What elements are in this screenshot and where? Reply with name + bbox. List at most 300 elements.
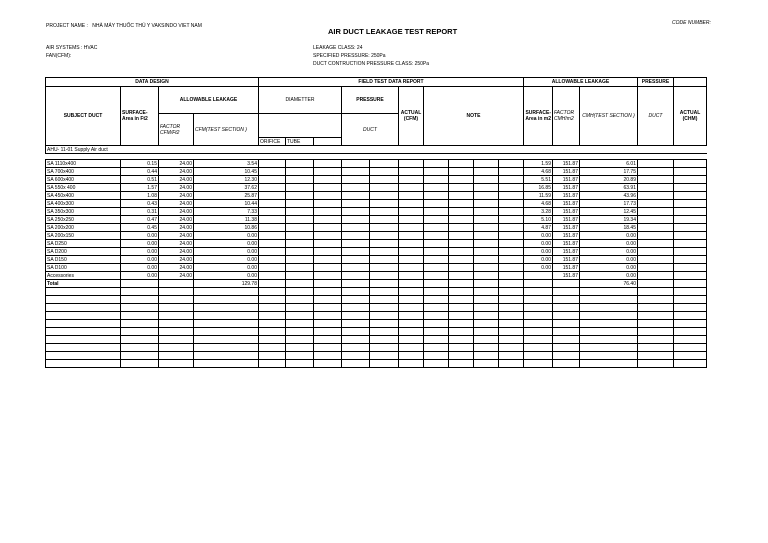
empty-cell: [121, 288, 159, 296]
empty-cell: [342, 272, 370, 280]
duct-name: SA 1110x400: [46, 160, 121, 168]
area-ft2: 0.47: [121, 216, 159, 224]
air-systems: AIR SYSTEMS : HVAC: [46, 45, 98, 51]
empty-cell: [553, 320, 580, 328]
duct-name: SA 350x300: [46, 208, 121, 216]
empty-cell: [399, 336, 424, 344]
empty-cell: [524, 296, 553, 304]
empty-cell: [399, 328, 424, 336]
empty-cell: [424, 160, 449, 168]
empty-cell: [638, 232, 674, 240]
empty-cell: [553, 328, 580, 336]
empty-cell: [399, 312, 424, 320]
empty-cell: [314, 248, 342, 256]
empty-cell: [399, 272, 424, 280]
empty-cell: [370, 272, 399, 280]
empty-cell: [259, 160, 286, 168]
empty-cell: [370, 216, 399, 224]
area-ft2: 0.00: [121, 256, 159, 264]
empty-cell: [314, 200, 342, 208]
empty-cell: [638, 248, 674, 256]
empty-cell: [399, 208, 424, 216]
factor-cfm-ft2: 24.00: [159, 256, 194, 264]
empty-cell: [474, 208, 499, 216]
area-m2: 3.28: [524, 208, 553, 216]
empty-cell: [499, 360, 524, 368]
orifice-header: ORIFICE: [259, 138, 286, 146]
empty-cell: [342, 168, 370, 176]
empty-cell: [370, 288, 399, 296]
cmh-test-section: 0.00: [580, 272, 638, 280]
factor-cmh-m2: 151.87: [553, 248, 580, 256]
factor-cfm-ft2-header: FACTOR CFM/Ft2: [159, 114, 194, 146]
empty-cell: [474, 224, 499, 232]
empty-cell: [314, 208, 342, 216]
empty-cell: [286, 224, 314, 232]
area-m2: 16.85: [524, 184, 553, 192]
empty-cell: [314, 352, 342, 360]
factor-cfm-ft2: 24.00: [159, 200, 194, 208]
empty-cell: [399, 280, 424, 288]
empty-cell: [424, 208, 449, 216]
empty-cell: [449, 280, 474, 288]
empty-row: [46, 296, 707, 304]
empty-cell: [259, 184, 286, 192]
header-row-groups: [46, 78, 707, 87]
factor-cmh-m2: 151.87: [553, 256, 580, 264]
empty-cell: [424, 280, 449, 288]
table-row: [46, 216, 707, 224]
empty-cell: [194, 360, 259, 368]
duct-right-header: DUCT: [638, 87, 674, 146]
empty-cell: [674, 280, 707, 288]
empty-cell: [580, 304, 638, 312]
data-design-header: DATA DESIGN: [46, 78, 259, 87]
cmh-test-section: 0.00: [580, 232, 638, 240]
empty-cell: [638, 184, 674, 192]
empty-cell: [449, 328, 474, 336]
empty-cell: [259, 192, 286, 200]
empty-cell: [399, 304, 424, 312]
empty-row: [46, 344, 707, 352]
empty-cell: [638, 200, 674, 208]
cfm-test-section: 0.00: [194, 264, 259, 272]
empty-cell: [194, 288, 259, 296]
empty-cell: [342, 288, 370, 296]
empty-cell: [370, 184, 399, 192]
empty-cell: [499, 304, 524, 312]
fan-cfm: FAN(CFM):: [46, 53, 72, 59]
empty-cell: [370, 208, 399, 216]
empty-cell: [499, 328, 524, 336]
cfm-test-section: 0.00: [194, 256, 259, 264]
empty-cell: [580, 352, 638, 360]
empty-cell: [474, 352, 499, 360]
empty-cell: [674, 256, 707, 264]
cmh-test-section: 43.96: [580, 192, 638, 200]
empty-cell: [46, 320, 121, 328]
empty-cell: [449, 160, 474, 168]
duct-name: SA D200: [46, 248, 121, 256]
table-row: [46, 256, 707, 264]
cmh-test-section: 0.00: [580, 256, 638, 264]
cmh-test-section: 18.45: [580, 224, 638, 232]
project-label: [46, 23, 202, 29]
factor-cfm-ft2: 24.00: [159, 216, 194, 224]
empty-cell: [286, 272, 314, 280]
cmh-test-section: 12.45: [580, 208, 638, 216]
factor-cmh-m2: 151.87: [553, 200, 580, 208]
report-title: AIR DUCT LEAKAGE TEST REPORT: [328, 27, 458, 36]
area-m2: 0.00: [524, 256, 553, 264]
empty-cell: [314, 160, 342, 168]
duct-name: SA 400x300: [46, 200, 121, 208]
leakage-test-table: [45, 77, 707, 154]
empty-cell: [580, 344, 638, 352]
empty-cell: [638, 304, 674, 312]
empty-cell: [474, 168, 499, 176]
empty-cell: [286, 200, 314, 208]
leakage-class: LEAKAGE CLASS: 24: [313, 45, 363, 51]
table-row: [46, 240, 707, 248]
actual-chm-header: ACTUAL (CHM): [674, 87, 707, 146]
empty-cell: [474, 176, 499, 184]
empty-row: [46, 304, 707, 312]
empty-cell: [314, 256, 342, 264]
empty-cell: [370, 232, 399, 240]
total-row: [46, 280, 707, 288]
factor-cmh-m2-header: FACTOR CMH/m2: [553, 87, 580, 146]
empty-cell: [370, 304, 399, 312]
empty-cell: [474, 232, 499, 240]
empty-cell: [259, 312, 286, 320]
empty-cell: [424, 344, 449, 352]
empty-cell: [674, 352, 707, 360]
empty-cell: [286, 160, 314, 168]
empty-cell: [424, 360, 449, 368]
area-m2: 5.10: [524, 216, 553, 224]
field-test-header: FIELD TEST DATA REPORT: [259, 78, 524, 87]
empty-cell: [342, 304, 370, 312]
empty-cell: [194, 296, 259, 304]
duct-name: SA 600x400: [46, 176, 121, 184]
empty-cell: [286, 344, 314, 352]
actual-cfm-header: ACTUAL (CFM): [399, 87, 424, 146]
table-row: [46, 192, 707, 200]
empty-cell: [314, 176, 342, 184]
factor-cmh-m2: 151.87: [553, 232, 580, 240]
empty-cell: [638, 288, 674, 296]
empty-cell: [314, 232, 342, 240]
empty-cell: [314, 272, 342, 280]
empty-cell: [121, 280, 159, 288]
empty-cell: [314, 168, 342, 176]
empty-cell: [194, 336, 259, 344]
empty-cell: [259, 224, 286, 232]
empty-cell: [370, 248, 399, 256]
empty-cell: [638, 216, 674, 224]
empty-cell: [638, 280, 674, 288]
factor-cmh-m2: 151.87: [553, 160, 580, 168]
empty-cell: [638, 272, 674, 280]
factor-cfm-ft2: 24.00: [159, 240, 194, 248]
empty-cell: [449, 264, 474, 272]
empty-cell: [674, 200, 707, 208]
factor-cfm-ft2: 24.00: [159, 208, 194, 216]
empty-cell: [370, 224, 399, 232]
total-label: Total: [46, 280, 121, 288]
empty-cell: [638, 208, 674, 216]
cfm-test-section: 10.86: [194, 224, 259, 232]
empty-cell: [499, 168, 524, 176]
empty-cell: [638, 360, 674, 368]
empty-cell: [342, 160, 370, 168]
empty-cell: [499, 224, 524, 232]
empty-cell: [194, 328, 259, 336]
empty-cell: [259, 240, 286, 248]
empty-cell: [499, 176, 524, 184]
empty-row: [46, 320, 707, 328]
empty-cell: [342, 208, 370, 216]
allowable-leakage-header: ALLOWABLE LEAKAGE: [159, 87, 259, 114]
table-row: [46, 208, 707, 216]
factor-cmh-m2: 151.87: [553, 184, 580, 192]
duct-name: SA 250x250: [46, 216, 121, 224]
empty-cell: [449, 184, 474, 192]
empty-cell: [399, 232, 424, 240]
empty-cell: [342, 232, 370, 240]
duct-name: SA 450x400: [46, 192, 121, 200]
empty-cell: [580, 360, 638, 368]
tube-header: TUBE: [286, 138, 314, 146]
diameter-header: DIAMETTER: [259, 87, 342, 114]
empty-cell: [474, 360, 499, 368]
empty-cell: [342, 184, 370, 192]
empty-cell: [121, 312, 159, 320]
empty-cell: [342, 264, 370, 272]
table-row: [46, 224, 707, 232]
empty-cell: [524, 344, 553, 352]
empty-cell: [194, 320, 259, 328]
empty-cell: [46, 288, 121, 296]
empty-cell: [580, 336, 638, 344]
empty-cell: [474, 336, 499, 344]
area-ft2: 1.57: [121, 184, 159, 192]
empty-cell: [553, 336, 580, 344]
empty-cell: [553, 360, 580, 368]
cmh-test-section: 63.91: [580, 184, 638, 192]
empty-cell: [449, 200, 474, 208]
empty-cell: [259, 264, 286, 272]
duct-name: SA D150: [46, 256, 121, 264]
empty-cell: [259, 208, 286, 216]
empty-cell: [46, 360, 121, 368]
total-cfm: 129.78: [194, 280, 259, 288]
empty-cell: [424, 296, 449, 304]
empty-cell: [474, 216, 499, 224]
empty-cell: [474, 200, 499, 208]
empty-cell: [499, 272, 524, 280]
empty-cell: [259, 168, 286, 176]
factor-cfm-ft2: 24.00: [159, 192, 194, 200]
empty-cell: [674, 344, 707, 352]
empty-cell: [399, 256, 424, 264]
empty-cell: [424, 328, 449, 336]
empty-cell: [259, 288, 286, 296]
group-label: AHU- 11-01 Supply Air duct: [46, 146, 707, 154]
empty-cell: [638, 328, 674, 336]
factor-cmh-m2: 151.87: [553, 224, 580, 232]
empty-cell: [370, 344, 399, 352]
area-m2: 0.00: [524, 232, 553, 240]
empty-cell: [314, 296, 342, 304]
empty-cell: [499, 320, 524, 328]
cfm-test-section: 0.00: [194, 272, 259, 280]
empty-cell: [674, 224, 707, 232]
empty-cell: [499, 264, 524, 272]
empty-cell: [499, 296, 524, 304]
area-ft2: 0.00: [121, 240, 159, 248]
cfm-test-section: 10.45: [194, 168, 259, 176]
factor-cfm-ft2: 24.00: [159, 184, 194, 192]
empty-cell: [674, 312, 707, 320]
empty-cell: [524, 328, 553, 336]
area-m2: 5.51: [524, 176, 553, 184]
empty-cell: [342, 312, 370, 320]
empty-cell: [449, 272, 474, 280]
cfm-test-section: 0.00: [194, 248, 259, 256]
empty-cell: [638, 168, 674, 176]
empty-cell: [399, 248, 424, 256]
empty-cell: [259, 176, 286, 184]
empty-cell: [121, 336, 159, 344]
empty-cell: [449, 296, 474, 304]
factor-cmh-m2: 151.87: [553, 168, 580, 176]
empty-cell: [674, 328, 707, 336]
note-header: NOTE: [424, 87, 524, 146]
empty-cell: [259, 200, 286, 208]
empty-cell: [424, 168, 449, 176]
empty-cell: [46, 296, 121, 304]
empty-cell: [474, 344, 499, 352]
area-m2: 4.68: [524, 200, 553, 208]
empty-cell: [342, 240, 370, 248]
duct-name: SA 550x 400: [46, 184, 121, 192]
empty-cell: [370, 160, 399, 168]
empty-cell: [159, 304, 194, 312]
cmh-test-section: 0.00: [580, 240, 638, 248]
empty-cell: [259, 328, 286, 336]
factor-cfm-ft2: 24.00: [159, 272, 194, 280]
area-m2: 1.59: [524, 160, 553, 168]
empty-cell: [370, 192, 399, 200]
empty-cell: [474, 248, 499, 256]
empty-cell: [399, 192, 424, 200]
empty-cell: [674, 216, 707, 224]
empty-cell: [286, 248, 314, 256]
empty-cell: [342, 176, 370, 184]
empty-cell: [638, 176, 674, 184]
empty-cell: [314, 280, 342, 288]
empty-cell: [674, 272, 707, 280]
empty-cell: [524, 352, 553, 360]
empty-cell: [638, 296, 674, 304]
cfm-test-section: 0.00: [194, 232, 259, 240]
duct-name: SA 200x150: [46, 232, 121, 240]
empty-cell: [674, 192, 707, 200]
empty-cell: [314, 184, 342, 192]
empty-cell: [370, 240, 399, 248]
area-ft2: 0.44: [121, 168, 159, 176]
empty-cell: [499, 240, 524, 248]
empty-cell: [46, 328, 121, 336]
empty-cell: [449, 344, 474, 352]
empty-cell: [499, 288, 524, 296]
factor-cmh-m2: 151.87: [553, 272, 580, 280]
empty-cell: [121, 320, 159, 328]
empty-cell: [399, 240, 424, 248]
empty-cell: [499, 336, 524, 344]
empty-cell: [638, 240, 674, 248]
area-ft2: 0.45: [121, 224, 159, 232]
empty-row: [46, 288, 707, 296]
empty-cell: [674, 304, 707, 312]
empty-cell: [474, 280, 499, 288]
empty-cell: [286, 360, 314, 368]
empty-cell: [370, 280, 399, 288]
empty-cell: [399, 216, 424, 224]
empty-cell: [399, 288, 424, 296]
empty-cell: [424, 256, 449, 264]
empty-cell: [314, 288, 342, 296]
empty-cell: [474, 288, 499, 296]
total-cmh: 76.40: [580, 280, 638, 288]
empty-cell: [674, 240, 707, 248]
area-m2: 4.87: [524, 224, 553, 232]
empty-cell: [314, 224, 342, 232]
cfm-test-section-header: CFM(TEST SECTION ): [194, 114, 259, 146]
construction-pressure: DUCT CONTRUCTION PRESSURE CLASS: 250Pa: [313, 61, 430, 67]
empty-cell: [580, 320, 638, 328]
area-m2: 0.00: [524, 264, 553, 272]
empty-cell: [370, 176, 399, 184]
factor-cmh-m2: 151.87: [553, 192, 580, 200]
table-row: [46, 232, 707, 240]
factor-cfm-ft2: 24.00: [159, 232, 194, 240]
empty-cell: [159, 296, 194, 304]
cfm-test-section: 0.00: [194, 240, 259, 248]
empty-cell: [342, 248, 370, 256]
empty-cell: [449, 256, 474, 264]
empty-cell: [286, 168, 314, 176]
empty-cell: [474, 264, 499, 272]
empty-cell: [499, 248, 524, 256]
empty-cell: [638, 336, 674, 344]
factor-cmh-m2: 151.87: [553, 216, 580, 224]
duct-pressure-header: DUCT: [342, 114, 399, 146]
empty-cell: [259, 296, 286, 304]
empty-cell: [499, 160, 524, 168]
empty-cell: [580, 288, 638, 296]
empty-cell: [499, 208, 524, 216]
empty-cell: [259, 336, 286, 344]
empty-cell: [194, 344, 259, 352]
empty-cell: [553, 280, 580, 288]
empty-cell: [370, 264, 399, 272]
factor-cfm-ft2: 24.00: [159, 168, 194, 176]
empty-cell: [449, 336, 474, 344]
empty-cell: [449, 240, 474, 248]
